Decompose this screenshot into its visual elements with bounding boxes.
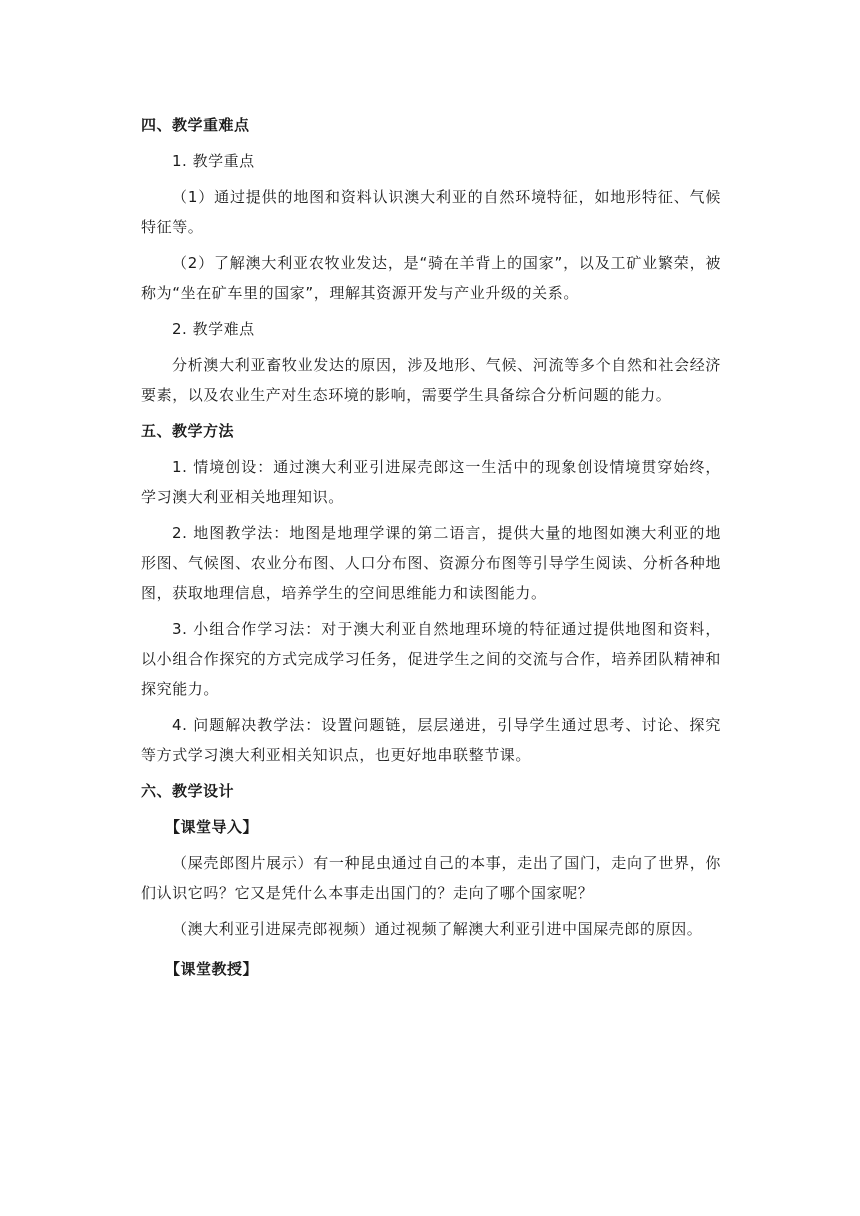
document-body — [141, 110, 721, 990]
paragraph-key-point-2: （2）了解澳大利亚农牧业发达，是“骑在羊背上的国家”，以及工矿业繁荣，被称为“坐在矿车里的国家”，理解其资源开发与产业升级的关系。 — [141, 254, 721, 302]
section-heading-key-points: 四、教学重难点 — [141, 116, 250, 134]
subheading-difficult-point: 2. 教学难点 — [172, 320, 255, 338]
section-heading-teaching-methods: 五、教学方法 — [141, 422, 235, 440]
paragraph-key-point-1: （1）通过提供的地图和资料认识澳大利亚的自然环境特征，如地形特征、气候特征等。 — [141, 188, 721, 236]
lesson-teaching-title: 【课堂教授】 — [165, 960, 259, 978]
section-heading-teaching-design: 六、教学设计 — [141, 782, 235, 800]
lesson-intro-title: 【课堂导入】 — [165, 818, 259, 836]
paragraph-intro-2: （澳大利亚引进屎壳郎视频）通过视频了解澳大利亚引进中国屎壳郎的原因。 — [172, 920, 703, 938]
paragraph-method-4: 4. 问题解决教学法：设置问题链，层层递进，引导学生通过思考、讨论、探究等方式学习澳大利亚相关知识点，也更好地串联整节课。 — [141, 716, 721, 764]
paragraph-difficult-point: 分析澳大利亚畜牧业发达的原因，涉及地形、气候、河流等多个自然和社会经济要素，以及农业生产对生态环境的影响，需要学生具备综合分析问题的能力。 — [141, 356, 721, 404]
paragraph-method-3: 3. 小组合作学习法：对于澳大利亚自然地理环境的特征通过提供地图和资料，以小组合作探究的方式完成学习任务，促进学生之间的交流与合作，培养团队精神和探究能力。 — [141, 620, 721, 698]
paragraph-method-2: 2. 地图教学法：地图是地理学课的第二语言，提供大量的地图如澳大利亚的地形图、气候图、农业分布图、人口分布图、资源分布图等引导学生阅读、分析各种地图，获取地理信息，培养学生的空间思维能力和读图能力。 — [141, 524, 721, 602]
paragraph-intro-1: （屎壳郎图片展示）有一种昆虫通过自己的本事，走出了国门，走向了世界，你们认识它吗？它又是凭什么本事走出国门的？走向了哪个国家呢？ — [141, 854, 721, 902]
paragraph-method-1: 1. 情境创设：通过澳大利亚引进屎壳郎这一生活中的现象创设情境贯穿始终，学习澳大利亚相关地理知识。 — [141, 458, 721, 506]
subheading-key-point: 1. 教学重点 — [172, 152, 255, 170]
